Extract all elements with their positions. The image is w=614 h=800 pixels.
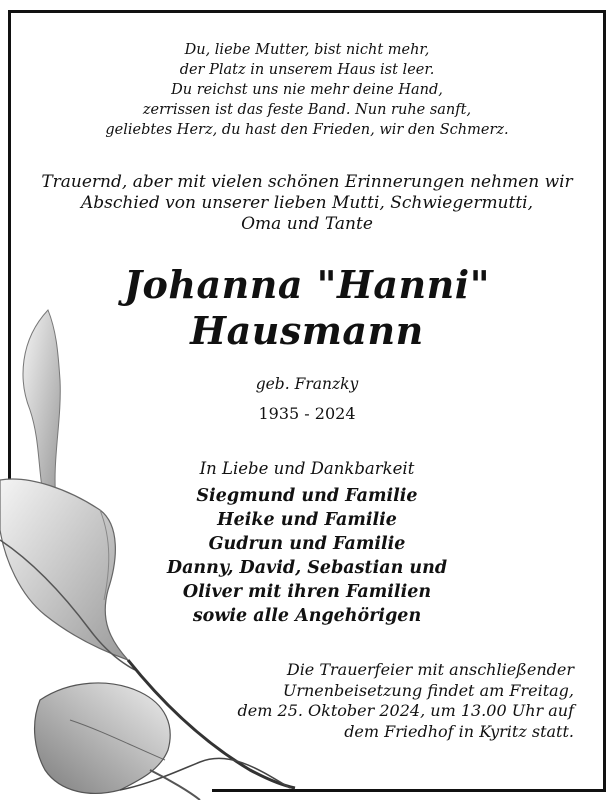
poem-line: Du reichst uns nie mehr deine Hand, <box>171 82 443 98</box>
maiden-name: geb. Franzky <box>255 375 359 393</box>
mourners-list <box>0 484 614 628</box>
mourner-line: Danny, David, Sebastian und <box>166 558 448 578</box>
intro-line: Trauernd, aber mit vielen schönen Erinnerungen nehmen wir <box>41 172 573 192</box>
ceremony-line: Die Trauerfeier mit anschließender <box>286 660 574 679</box>
name-first: Johanna "Hanni" <box>124 262 490 307</box>
ceremony-line: Urnenbeisetzung findet am Freitag, <box>282 680 574 700</box>
name-last: Hausmann <box>190 308 424 353</box>
poem-line: zerrissen ist das feste Band. Nun ruhe sanft, <box>142 102 472 118</box>
mourning-intro <box>0 172 614 235</box>
ceremony-line: dem Friedhof in Kyritz statt. <box>344 721 574 741</box>
memorial-poem <box>0 40 614 140</box>
border-top <box>8 10 606 13</box>
intro-line: Abschied von unserer lieben Mutti, Schwiegermutti, <box>80 193 534 213</box>
intro-line: Oma und Tante <box>241 214 373 234</box>
life-years: 1935 - 2024 <box>258 404 356 423</box>
poem-line: der Platz in unserem Haus ist leer. <box>179 62 435 78</box>
mourners-intro: In Liebe und Dankbarkeit <box>199 459 415 478</box>
mourner-line: Siegmund und Familie <box>196 486 418 506</box>
mourner-line: Gudrun und Familie <box>208 534 406 554</box>
poem-line: geliebtes Herz, du hast den Frieden, wir den Schmerz. <box>105 122 509 138</box>
mourner-line: Oliver mit ihren Familien <box>182 582 432 602</box>
poem-line: Du, liebe Mutter, bist nicht mehr, <box>184 42 430 58</box>
ceremony-line: dem 25. Oktober 2024, um 13.00 Uhr auf <box>237 701 574 720</box>
deceased-name <box>0 262 614 354</box>
ceremony-info <box>238 660 574 742</box>
mourner-line: Heike und Familie <box>217 510 397 530</box>
mourner-line: sowie alle Angehörigen <box>192 606 422 626</box>
